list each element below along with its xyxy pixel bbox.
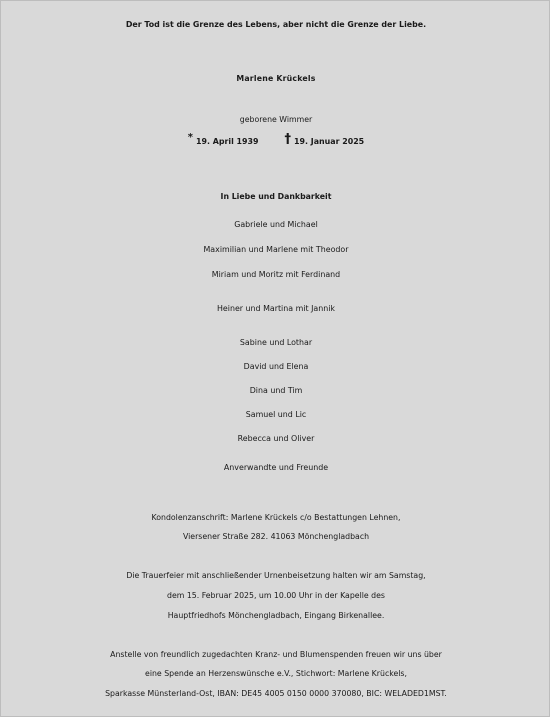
birth-date-group xyxy=(188,132,259,146)
mourner-line: Gabriele und Michael xyxy=(234,220,318,229)
death-date-group xyxy=(284,132,365,147)
life-dates xyxy=(1,132,550,147)
birth-date: 19. April 1939 xyxy=(196,137,259,146)
donation-info-line: eine Spende an Herzenswünsche e.V., Stichwort: Marlene Krückels, xyxy=(145,669,407,678)
deceased-name: Marlene Krückels xyxy=(236,74,316,83)
mourner-line: Rebecca und Oliver xyxy=(237,434,315,443)
birth-symbol: * xyxy=(187,132,194,143)
condolence-address-line: Viersener Straße 282. 41063 Mönchengladbach xyxy=(182,532,370,541)
mourner-line: David und Elena xyxy=(243,362,309,371)
mourner-line: Heiner und Martina mit Jannik xyxy=(216,304,336,313)
funeral-info-line: Die Trauerfeier mit anschließender Urnenbeisetzung halten wir am Samstag, xyxy=(126,571,426,580)
mourner-line: Sabine und Lothar xyxy=(239,338,313,347)
birth-name: geborene Wimmer xyxy=(239,115,313,124)
mourner-line: Samuel und Lic xyxy=(245,410,307,419)
condolence-address-line: Kondolenzanschrift: Marlene Krückels c/o Bestattungen Lehnen, xyxy=(151,513,401,522)
mourner-line: Dina und Tim xyxy=(249,386,303,395)
motto: Der Tod ist die Grenze des Lebens, aber nicht die Grenze der Liebe. xyxy=(125,20,427,29)
mourner-line: Maximilian und Marlene mit Theodor xyxy=(203,245,349,254)
mourner-line: Anverwandte und Freunde xyxy=(223,463,329,472)
mourner-line: Miriam und Moritz mit Ferdinand xyxy=(211,270,341,279)
dedication: In Liebe und Dankbarkeit xyxy=(220,192,332,201)
funeral-info-line: dem 15. Februar 2025, um 10.00 Uhr in der Kapelle des xyxy=(167,591,385,600)
death-date: 19. Januar 2025 xyxy=(294,137,365,146)
donation-info-line: Anstelle von freundlich zugedachten Kranz- und Blumenspenden freuen wir uns über xyxy=(110,650,442,659)
donation-info-line: Sparkasse Münsterland-Ost, IBAN: DE45 4005 0150 0000 370080, BIC: WELADED1MST. xyxy=(105,689,447,698)
death-cross-icon: † xyxy=(284,132,292,147)
funeral-info-line: Hauptfriedhofs Mönchengladbach, Eingang Birkenallee. xyxy=(167,611,385,620)
